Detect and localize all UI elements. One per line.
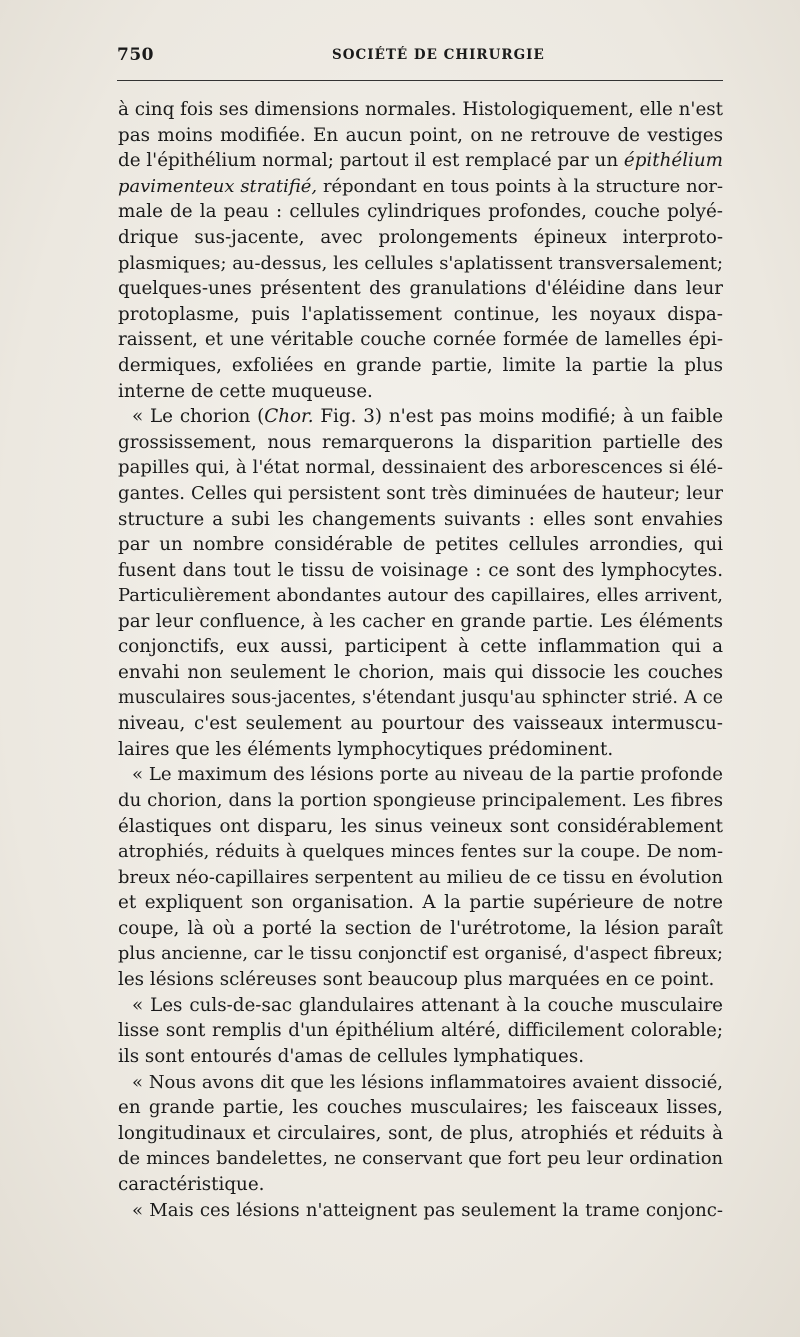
header-rule — [117, 80, 723, 81]
text-line: musculaires sous-jacentes, s'étendant jusqu'au sphincter strié. A ce — [118, 687, 723, 708]
text-line: Particulièrement abondantes autour des capillaires, elles arrivent, — [118, 585, 723, 607]
text-line: interne de cette muqueuse. — [118, 380, 373, 402]
text-line: protoplasme, puis l'aplatissement continue, les noyaux dispa- — [118, 303, 723, 325]
text-line: pas moins modifiée. En aucun point, on ne retrouve de vestiges — [118, 124, 723, 146]
text-line: à cinq fois ses dimensions normales. Histologiquement, elle n'est — [118, 99, 723, 120]
text-line: plasmiques; au-dessus, les cellules s'aplatissent transversalement; — [118, 252, 723, 274]
text-line: breux néo-capillaires serpentent au milieu de ce tissu en évolution — [118, 866, 723, 888]
text-line: dermiques, exfoliées en grande partie, limite la partie la plus — [118, 354, 723, 376]
text-line: male de la peau : cellules cylindriques profondes, couche polyé- — [118, 201, 723, 223]
text-line: raissent, et une véritable couche cornée formée de lamelles épi- — [118, 329, 723, 351]
text-line: de minces bandelettes, ne conservant que fort peu leur ordination — [118, 1148, 723, 1170]
page-number: 750 — [117, 45, 154, 65]
text-line: « Le maximum des lésions porte au niveau de la partie profonde — [132, 764, 723, 786]
text-line: « Nous avons dit que les lésions inflammatoires avaient dissocié, — [132, 1071, 723, 1093]
text-line — [118, 404, 723, 430]
text-line: conjonctifs, eux aussi, participent à cette inflammation qui a — [118, 636, 723, 658]
body-text — [118, 97, 723, 1223]
text-line: laires que les éléments lymphocytiques prédominent. — [118, 738, 614, 760]
text-line: drique sus-jacente, avec prolongements épineux interproto- — [118, 226, 723, 248]
text-line — [118, 148, 723, 174]
text-line: en grande partie, les couches musculaires; les faisceaux lisses, — [118, 1097, 723, 1119]
text-line: « Les culs-de-sac glandulaires attenant à la couche musculaire — [132, 994, 723, 1016]
text-line: plus ancienne, car le tissu conjonctif est organisé, d'aspect fibreux; — [118, 943, 723, 964]
text-line: par un nombre considérable de petites cellules arrondies, qui — [118, 534, 723, 556]
text-line: niveau, c'est seulement au pourtour des vaisseaux intermuscu- — [118, 713, 723, 735]
text-fragment: de l'épithélium normal; partout il est remplacé par un — [118, 150, 619, 172]
text-line: « Mais ces lésions n'atteignent pas seulement la trame conjonc- — [132, 1199, 723, 1221]
italic-term: Chor. — [264, 406, 314, 428]
text-fragment: « Le chorion ( — [132, 406, 265, 428]
italic-term: épithélium — [623, 150, 723, 172]
text-line: fusent dans tout le tissu de voisinage : ce sont des lymphocytes. — [118, 559, 723, 581]
italic-term: pavimenteux stratifié, — [118, 175, 318, 197]
text-line: structure a subi les changements suivants : elles sont envahies — [118, 508, 723, 530]
text-line: élastiques ont disparu, les sinus veineux sont considérablement — [118, 815, 723, 837]
text-line: gantes. Celles qui persistent sont très diminuées de hauteur; leur — [118, 482, 723, 504]
page-header — [117, 45, 723, 69]
text-line: quelques-unes présentent des granulations d'éléidine dans leur — [118, 278, 723, 300]
text-line: atrophiés, réduits à quelques minces fentes sur la coupe. De nom- — [118, 841, 723, 863]
text-line: caractéristique. — [118, 1173, 265, 1195]
text-line: par leur confluence, à les cacher en grande partie. Les éléments — [118, 610, 723, 632]
text-line: coupe, là où a porté la section de l'urétrotome, la lésion paraît — [118, 918, 723, 939]
text-line — [118, 174, 723, 200]
text-line: lisse sont remplis d'un épithélium altéré, difficilement colorable; — [118, 1020, 723, 1042]
text-line: grossissement, nous remarquerons la disparition partielle des — [118, 431, 723, 453]
text-fragment: répondant en tous points à la structure nor- — [322, 175, 723, 197]
text-line: et expliquent son organisation. A la partie supérieure de notre — [118, 892, 723, 914]
text-line: ils sont entourés d'amas de cellules lymphatiques. — [118, 1045, 585, 1067]
text-line: du chorion, dans la portion spongieuse principalement. Les fibres — [118, 790, 723, 812]
text-line: papilles qui, à l'état normal, dessinaient des arborescences si élé- — [118, 457, 723, 479]
text-line: longitudinaux et circulaires, sont, de plus, atrophiés et réduits à — [118, 1122, 723, 1144]
text-line: envahi non seulement le chorion, mais qui dissocie les couches — [118, 662, 723, 684]
text-line: les lésions scléreuses sont beaucoup plus marquées en ce point. — [118, 969, 715, 991]
text-fragment: Fig. 3) n'est pas moins modifié; à un faible — [320, 406, 723, 428]
running-title: SOCIÉTÉ DE CHIRURGIE — [332, 47, 545, 63]
